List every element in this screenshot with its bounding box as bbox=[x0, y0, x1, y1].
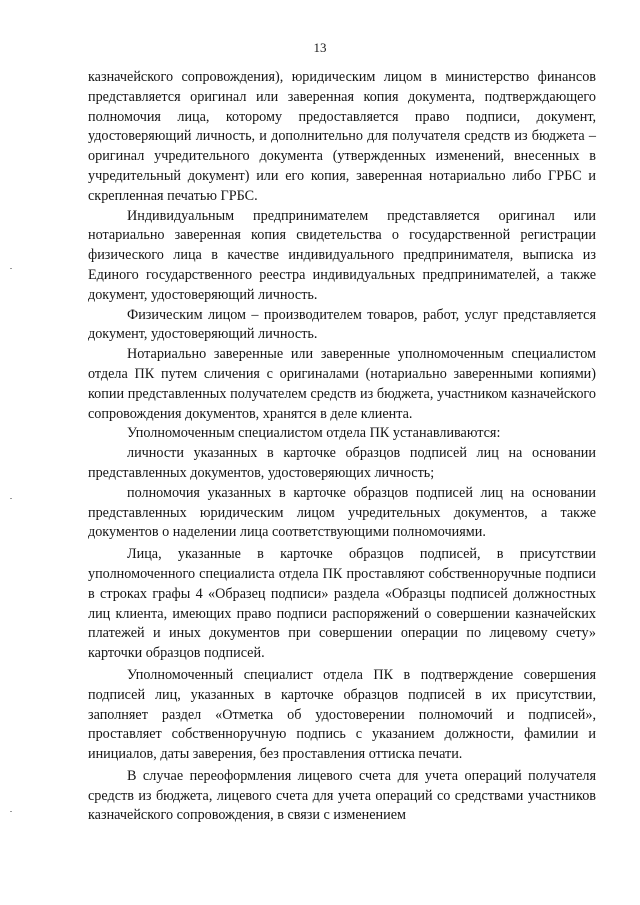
paragraph-natural-person: Физическим лицом – производителем товаров, работ, услуг представляется документ, удостоверяющий личность. bbox=[88, 306, 596, 343]
scan-margin-mark bbox=[10, 268, 12, 269]
document-body bbox=[88, 68, 596, 826]
paragraph-certified-copies: Нотариально заверенные или заверенные уполномоченным специалистом отдела ПК путем сличения с оригиналами (нотариально заверенными копиями) копии представленных получателем средств из бюджета, участником казначейского сопровождения документов, хранятся в деле клиента. bbox=[88, 346, 596, 422]
page-number: 13 bbox=[313, 40, 327, 55]
paragraph-identity-list-item: личности указанных в карточке образцов подписей лиц на основании представленных документов, удостоверяющих личность; bbox=[88, 445, 596, 481]
paragraph-individual-entrepreneur: Индивидуальным предпринимателем представляется оригинал или нотариально заверенная копия свидетельства о государственной регистрации физического лица в качестве индивидуального предпринимателя, выписка из Единого государственного реестра индивидуальных предпринимателей, а также документ, удостоверяющий личность. bbox=[88, 207, 596, 303]
scan-margin-mark bbox=[10, 498, 12, 499]
paragraph-established-by-specialist: Уполномоченным специалистом отдела ПК устанавливаются: bbox=[127, 425, 501, 442]
paragraph-authority-list-item: полномочия указанных в карточке образцов подписей лиц на основании представленных юридическим лицом учредительных документов, а также документов о наделении лица соответствующими полномочиями. bbox=[88, 484, 596, 541]
scan-margin-mark bbox=[10, 811, 12, 812]
paragraph-continuation: казначейского сопровождения), юридическим лицом в министерство финансов представляется оригинал или заверенная копия документа, подтверждающего полномочия лица, которому предоставляется право подписи, документ, удостоверяющий личность, и дополнительно для получателя средств из бюджета – оригинал учредительного документа (утвержденных изменений, внесенных в учредительный документ) или его копия, заверенная нотариально либо ГРБС и скрепленная печатью ГРБС. bbox=[88, 69, 596, 204]
paragraph-signature-samples: Лица, указанные в карточке образцов подписей, в присутствии уполномоченного специалиста отдела ПК проставляют собственноручные подписи в строках графы 4 «Образец подписи» раздела «Образцы подписей должностных лиц клиента, имеющих право подписи распоряжений о совершении казначейских платежей и иных документов при совершении операции по лицевому счету» карточки образцов подписей. bbox=[88, 546, 596, 662]
paragraph-account-reregistration: В случае переоформления лицевого счета для учета операций получателя средств из бюджета, лицевого счета для учета операций со средствами участников казначейского сопровождения, в связи с изменением bbox=[88, 767, 596, 824]
paragraph-specialist-confirmation: Уполномоченный специалист отдела ПК в подтверждение совершения подписей лиц, указанных в карточке образцов подписей в их присутствии, заполняет раздел «Отметка об удостоверении полномочий и подписей», проставляет собственноручную подпись с указанием должности, фамилии и инициалов, даты заверения, без проставления оттиска печати. bbox=[88, 666, 596, 763]
